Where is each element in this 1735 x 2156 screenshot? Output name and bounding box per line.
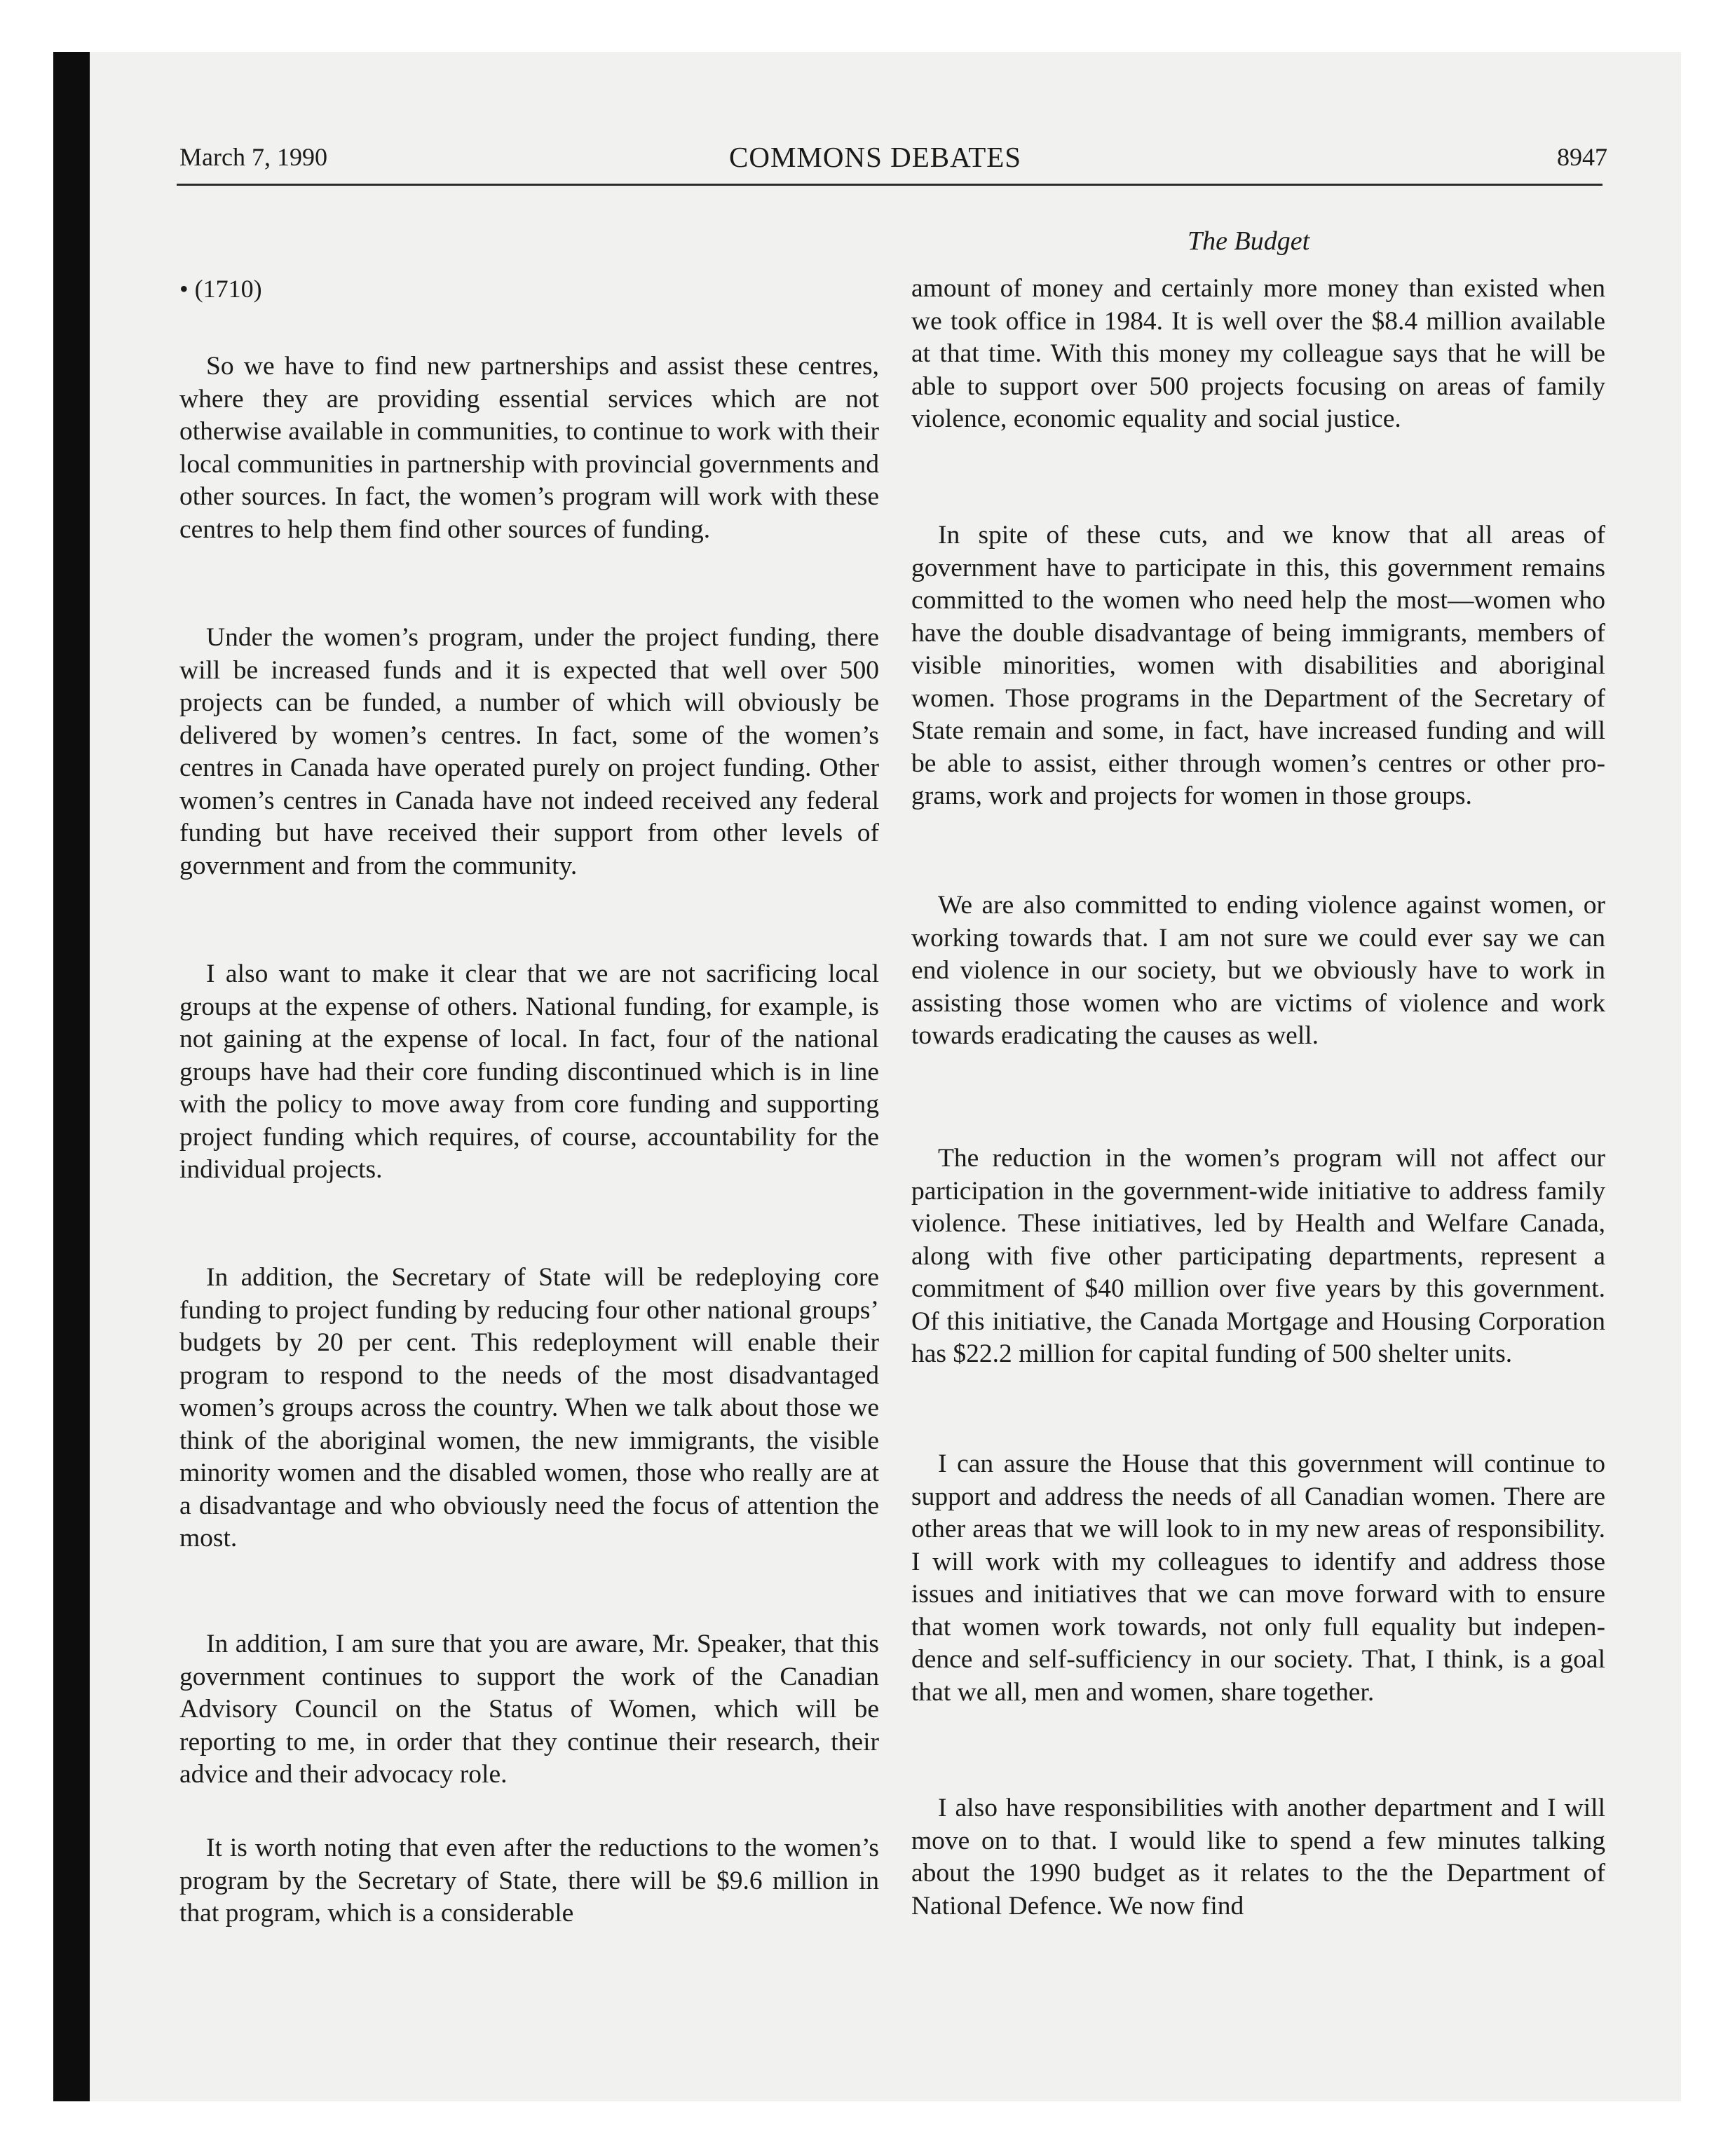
left-paragraph-6: It is worth noting that even after the reductions to the women’s program by the Secretary of State, there will be $9.6 million in that program, which is a considerable <box>179 1834 879 1928</box>
section-title: The Budget <box>1188 226 1310 256</box>
right-paragraph-3: We are also committed to ending violence against women, or working towards that. I am not sure we could ever say we can end violence in our society, but we obviously have to work in assisting those women who are victims of violence and work towards eradicating the causes as well. <box>911 891 1605 1050</box>
header-page-number: 8947 <box>1557 143 1607 171</box>
right-paragraph-6: I also have responsibilities with another department and I will move on to that. I would like to spend a few minutes talking about the 1990 budget as it relates to the the Department of National Defence. We now find <box>911 1794 1605 1920</box>
left-paragraph-2: Under the women’s program, under the project funding, there will be increased funds and it is expected that well over 500 projects can be funded, a number of which will obviously be delivered by women’s centres. In fact, some of the women’s centres in Canada have operated purely on project funding. Other women’s centres in Canada have not indeed received any federal funding but have received their support from other levels of government and from the community. <box>179 623 879 880</box>
header-publication: COMMONS DEBATES <box>729 141 1022 173</box>
left-paragraph-3: I also want to make it clear that we are not sacrificing local groups at the expense of others. National funding, for example, is not gaining at the expense of local. In fact, four of the national groups have had their core funding discontinued which is in line with the policy to move away from core funding and supporting project funding which requires, of course, accountability for the individual projects. <box>179 960 879 1184</box>
right-paragraph-5: I can assure the House that this government will continue to support and address the needs of all Canadian women. There are other areas that we will look to in my new areas of responsibility. I will work with my colleagues to identify and address those issues and initiatives that we can move forward with to ensure that women work towards, not only full equality but independence and self-sufficiency in our society. That, I think, is a goal that we all, men and women, share together. <box>911 1449 1605 1707</box>
header-rule <box>177 184 1603 186</box>
right-paragraph-1: amount of money and certainly more money than existed when we took office in 1984. It is well over the $8.4 million available at that time. With this money my colleague says that he will be able to support over 500 projects focusing on areas of family violence, economic equality and social justice. <box>911 274 1605 433</box>
right-paragraph-2: In spite of these cuts, and we know that all areas of government have to participate in this, this government remains committed to the women who need help the most—women who have the double disadvantage of being immigrants, members of visible minorities, women with disabilities and aboriginal women. Those programs in the Department of the Secretary of State remain and some, in fact, have increased funding and will be able to assist, either through women’s centres or other programs, work and projects for women in those groups. <box>911 521 1605 810</box>
left-paragraph-1: So we have to find new partnerships and assist these centres, where they are providing essential services which are not otherwise available in communities, to continue to work with their local communities in partnership with provincial governments and other sources. In fact, the women’s program will work with these centres to help them find other sources of funding. <box>179 352 879 544</box>
header-date: March 7, 1990 <box>179 143 327 171</box>
left-paragraph-5: In addition, I am sure that you are aware, Mr. Speaker, that this government continues to support the work of the Canadian Advisory Council on the Status of Women, which will be reporting to me, in order that they continue their research, their advice and their advocacy role. <box>179 1630 879 1789</box>
left-paragraph-4: In addition, the Secretary of State will be redeploying core funding to project funding by reducing four other national groups’ budgets by 20 per cent. This redeployment will enable their program to respond to the needs of the most disadvantaged women’s groups across the country. When we talk about those we think of the aboriginal women, the new immigrants, the visible minority women and the disabled women, those who really are at a disadvantage and who obviously need the focus of attention the most. <box>179 1263 879 1553</box>
time-marker: • (1710) <box>179 275 262 303</box>
right-paragraph-4: The reduction in the women’s program will not affect our participation in the government-wide initiative to address family violence. These initiatives, led by Health and Welfare Canada, along with five other participating departments, represent a commitment of $40 million over five years by this government. Of this initiative, the Canada Mortgage and Housing Corporation has $22.2 million for capital funding of 500 shelter units. <box>911 1144 1605 1368</box>
scan-binding-edge <box>53 52 90 2101</box>
